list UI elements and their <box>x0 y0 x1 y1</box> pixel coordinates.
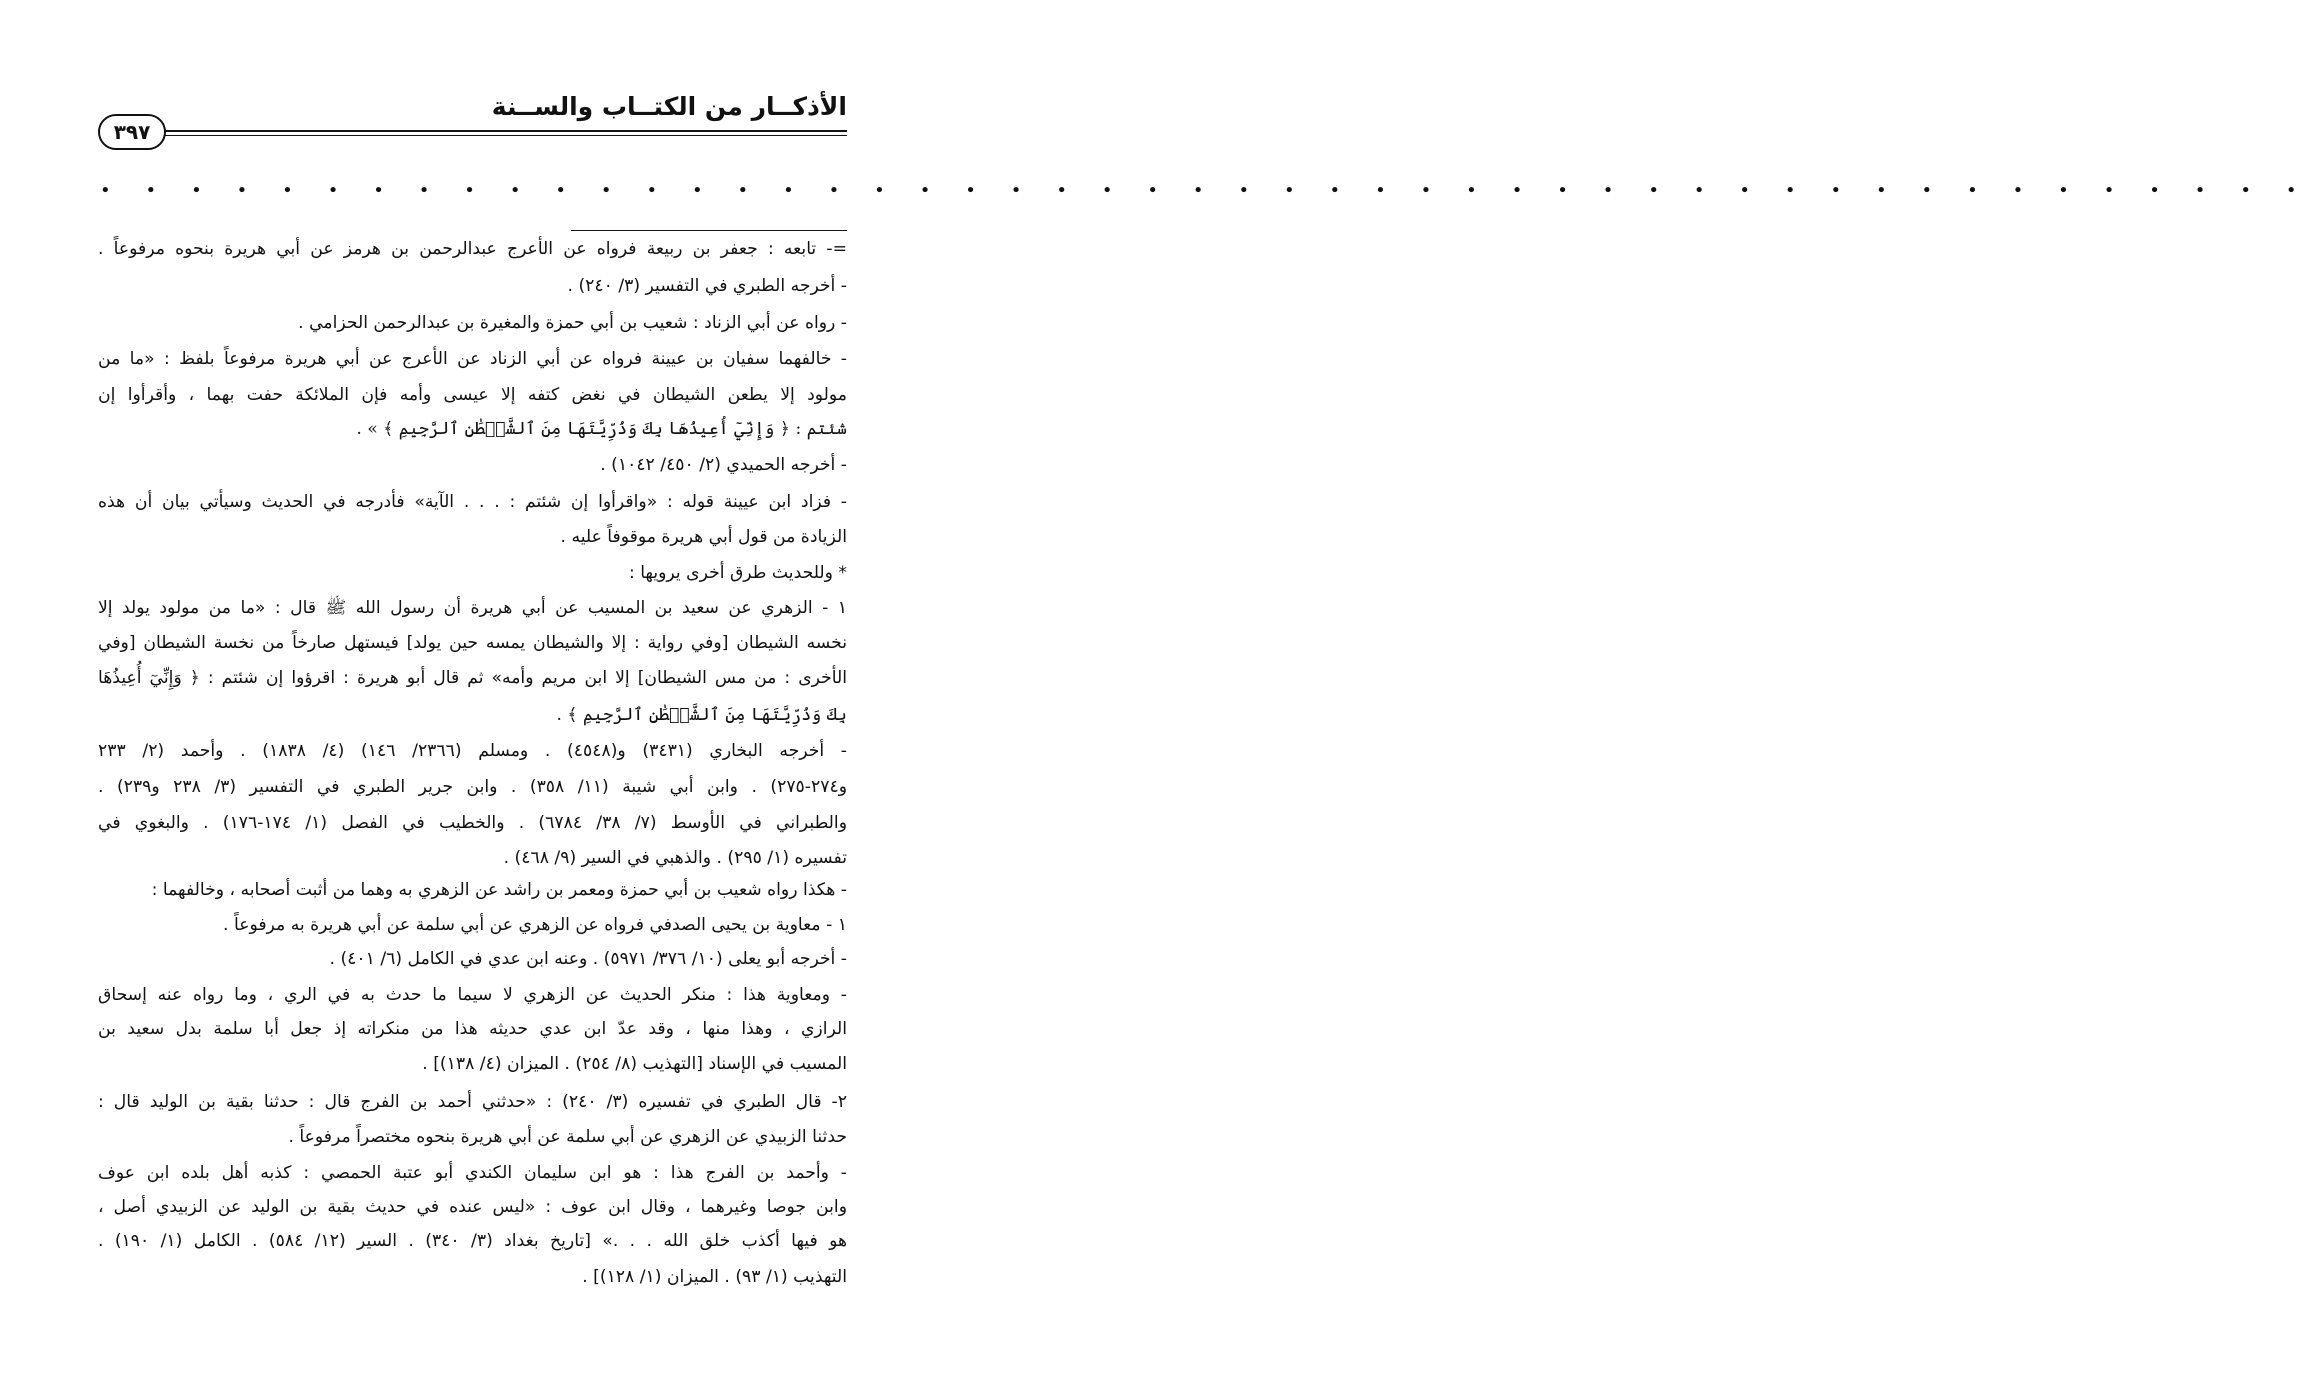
text-line: ١ - معاوية بن يحيى الصدفي فرواه عن الزهري عن أبي سلمة عن أبي هريرة به مرفوعاً . <box>223 915 847 935</box>
text-line: و٢٧٤-٢٧٥) . وابن أبي شيبة (١١/ ٣٥٨) . وابن جرير الطبري في التفسير (٣/ ٢٣٨ و٢٣٩) . <box>98 777 848 797</box>
text-line: الرازي ، وهذا منها ، وقد عدّ ابن عدي حديثه هذا من منكراته إذ جعل أبا سلمة بدل سعيد بن <box>98 1019 847 1039</box>
text-line: - أخرجه الحميدي (٢/ ٤٥٠/ ١٠٤٢) . <box>600 455 847 475</box>
text-line: - أخرجه أبو يعلى (١٠/ ٣٧٦/ ٥٩٧١) . وعنه ابن عدي في الكامل (٦/ ٤٠١) . <box>329 949 847 969</box>
text-line: - رواه عن أبي الزناد : شعيب بن أبي حمزة والمغيرة بن عبدالرحمن الحزامي . <box>298 313 847 333</box>
text-line: - أخرجه البخاري (٣٤٣١) و(٤٥٤٨) . ومسلم (٢٣٦٦/ ١٤٦) (٤/ ١٨٣٨) . وأحمد (٢/ ٢٣٣ <box>98 741 847 761</box>
quran-verse-line: بِكَ وَذُرِّيَّتَهَا مِنَ ٱلشَّيۡطَٰنِ ٱلرَّجِيمِ ﴾ . <box>556 705 847 725</box>
text-line: المسيب في الإسناد [التهذيب (٨/ ٢٥٤) . الميزان (٤/ ١٣٨)] . <box>422 1054 847 1074</box>
text-line: * وللحديث طرق أخرى يرويها : <box>628 563 847 583</box>
text-line: الزيادة من قول أبي هريرة موقوفاً عليه . <box>560 527 847 547</box>
dotted-separator: • • • • • • • • • • • • • • • • • • • • • • • • • • • • • • • • • • • • • • • • • • • • • • • • • <box>100 180 2311 201</box>
page-number: ٣٩٧ <box>98 114 166 150</box>
text-line: ٢- قال الطبري في تفسيره (٣/ ٢٤٠) : «حدثني أحمد بن الفرج قال : حدثنا بقية بن الوليد قال : <box>98 1092 847 1112</box>
text-line: نخسه الشيطان [وفي رواية : إلا والشيطان يمسه حين يولد] فيستهل صارخاً من نخسة الشيطان [وفي <box>98 633 847 653</box>
text-line: - ومعاوية هذا : منكر الحديث عن الزهري لا سيما ما حدث به في الري ، وما رواه عنه إسحاق <box>98 985 847 1005</box>
text-line: - فزاد ابن عيينة قوله : «واقرأوا إن شئتم : . . . الآية» فأدرجه في الحديث وسيأتي بيان أن هذه <box>98 492 847 512</box>
running-title: الأذكــار من الكتــاب والســنة <box>491 92 847 121</box>
text-line: - هكذا رواه شعيب بن أبي حمزة ومعمر بن راشد عن الزهري به وهما من أثبت أصحابه ، وخالفهما : <box>151 880 847 900</box>
text-line: حدثنا الزبيدي عن الزهري عن أبي سلمة عن أبي هريرة بنحوه مختصراً مرفوعاً . <box>288 1127 847 1147</box>
text-line: ١ - الزهري عن سعيد بن المسيب عن أبي هريرة أن رسول الله ﷺ قال : «ما من مولود يولد إلا <box>98 598 847 618</box>
text-line: - أخرجه الطبري في التفسير (٣/ ٢٤٠) . <box>567 276 847 296</box>
text-line: - وأحمد بن الفرج هذا : هو ابن سليمان الكندي أبو عتبة الحمصي : كذبه أهل بلده ابن عوف <box>98 1163 847 1183</box>
text-line: تفسيره (١/ ٢٩٥) . والذهبي في السير (٩/ ٤٦٨) . <box>503 848 847 868</box>
text-line: - خالفهما سفيان بن عيينة فرواه عن أبي الزناد عن الأعرج عن أبي هريرة مرفوعاً بلفظ : «ما من <box>98 349 847 369</box>
quran-verse-line: شئتم : ﴿ وَإِنِّيٓ أُعِيذُهَا بِكَ وَذُرِّيَّتَهَا مِنَ ٱلشَّيۡطَٰنِ ٱلرَّجِيمِ ﴾ » . <box>356 419 847 439</box>
text-line: وابن جوصا وغيرهما ، وقال ابن عوف : «ليس عنده في حديث بقية بن الوليد عن الزبيدي أصل ، <box>98 1197 847 1217</box>
text-line: التهذيب (١/ ٩٣) . الميزان (١/ ١٢٨)] . <box>582 1267 847 1287</box>
text-line: الأخرى : من مس الشيطان] إلا ابن مريم وأمه» ثم قال أبو هريرة : اقرؤوا إن شئتم : ﴿ وَإِنِّيٓ أُعِيذُهَا <box>98 668 847 688</box>
text-line: مولود إلا يطعن الشيطان في نغض كتفه إلا عيسى وأمه فإن الملائكة حفت بهما ، وأقرأوا إن <box>98 385 847 405</box>
text-line: هو فيها أكذب خلق الله . . .» [تاريخ بغداد (٣/ ٣٤٠) . السير (١٢/ ٥٨٤) . الكامل (١/ ١٩٠) . <box>98 1231 848 1251</box>
text-line: =- تابعه : جعفر بن ربيعة فرواه عن الأعرج عبدالرحمن بن هرمز عن أبي هريرة بنحوه مرفوعاً . <box>98 239 847 259</box>
text-line: والطبراني في الأوسط (٧/ ٣٨/ ٦٧٨٤) . والخطيب في الفصل (١/ ١٧٤-١٧٦) . والبغوي في <box>98 813 847 833</box>
